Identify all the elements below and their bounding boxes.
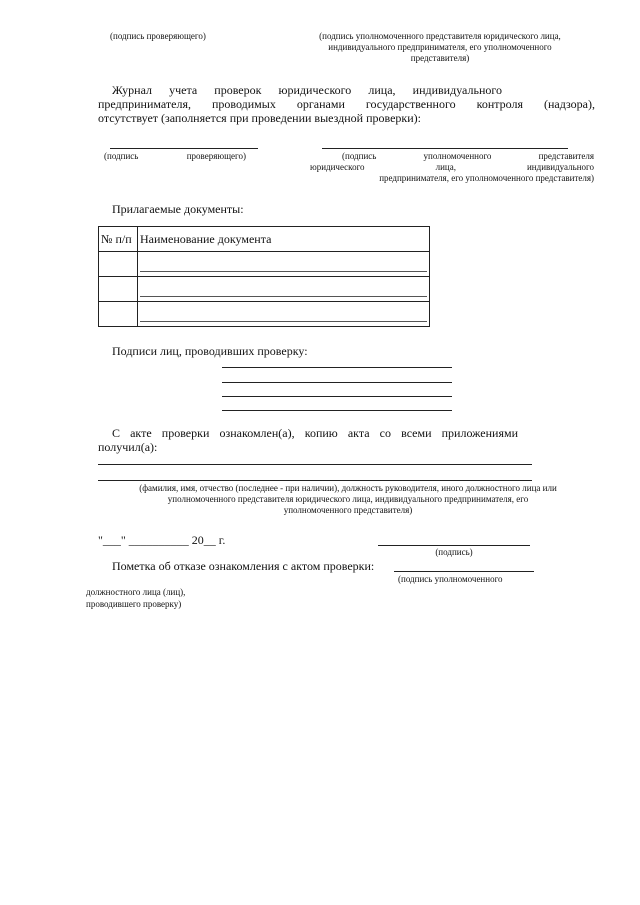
journal-line: Журнал учета проверок юридического лица, индивидуального bbox=[112, 83, 502, 97]
table-row bbox=[99, 302, 430, 327]
date-day: "___" bbox=[98, 533, 126, 547]
date-year: 20__ г. bbox=[191, 533, 226, 547]
refusal-label: Пометка об отказе ознакомления с актом проверки: bbox=[112, 559, 375, 573]
table-cell[interactable] bbox=[99, 252, 138, 277]
representative-signature-caption bbox=[290, 31, 590, 64]
acquainted-caption-line: уполномоченного представителя) bbox=[283, 505, 413, 515]
attached-documents-title: Прилагаемые документы: bbox=[112, 202, 244, 216]
table-cell[interactable] bbox=[138, 252, 430, 277]
inspector-signature-caption: (подпись проверяющего) bbox=[110, 31, 206, 41]
inspector-signatures-title: Подписи лиц, проводивших проверку: bbox=[112, 344, 308, 358]
inspector-signature-line[interactable] bbox=[222, 396, 452, 397]
refusal-caption-line: должностного лица (лиц), bbox=[86, 587, 186, 597]
table-cell[interactable] bbox=[138, 277, 430, 302]
inspector-signature-line[interactable] bbox=[222, 367, 452, 368]
inspector-signature-line[interactable] bbox=[222, 382, 452, 383]
refusal-signature-line[interactable] bbox=[394, 571, 534, 572]
journal-line: отсутствует (заполняется при проведении выездной проверки): bbox=[98, 111, 422, 125]
date-signature-caption: (подпись) bbox=[435, 547, 473, 557]
refusal-caption-line: (подпись уполномоченного bbox=[398, 574, 503, 584]
inspector-signature-caption-2: (подпись проверяющего) bbox=[104, 151, 246, 161]
date-month: __________ bbox=[128, 533, 189, 547]
rep-caption-line: представителя) bbox=[410, 53, 470, 63]
acquainted-line: получил(а): bbox=[98, 440, 158, 454]
inspector-signature-line[interactable] bbox=[222, 410, 452, 411]
representative-signature-caption-2 bbox=[310, 151, 594, 184]
representative-signature-line bbox=[322, 148, 568, 149]
table-cell[interactable] bbox=[99, 277, 138, 302]
attached-documents-table bbox=[98, 226, 430, 327]
column-header-number: № п/п bbox=[99, 227, 138, 252]
rep-caption-line: (подпись уполномоченного представителя юридического лица, bbox=[319, 31, 561, 41]
date-signature-line[interactable] bbox=[378, 545, 530, 546]
rep-caption-line: (подпись уполномоченного представителя bbox=[342, 151, 594, 161]
acquainted-caption bbox=[98, 483, 598, 516]
acquainted-line: С акте проверки ознакомлен(а), копию акта со всеми приложениями bbox=[112, 426, 518, 440]
table-cell[interactable] bbox=[99, 302, 138, 327]
table-cell[interactable] bbox=[138, 302, 430, 327]
acquainted-caption-line: (фамилия, имя, отчество (последнее - при наличии), должность руководителя, иного должностного лица или bbox=[139, 483, 557, 493]
table-header-row bbox=[99, 227, 430, 252]
acquainted-paragraph bbox=[98, 426, 518, 454]
acquainted-name-line[interactable] bbox=[98, 464, 532, 465]
rep-caption-line: индивидуального предпринимателя, его уполномоченного bbox=[328, 42, 552, 52]
table-row bbox=[99, 277, 430, 302]
acquainted-caption-line: уполномоченного представителя юридического лица, индивидуального предпринимателя, его bbox=[167, 494, 529, 504]
rep-caption-line: предпринимателя, его уполномоченного представителя) bbox=[379, 173, 594, 183]
inspector-signature-line bbox=[110, 148, 258, 149]
acquainted-name-line[interactable] bbox=[98, 480, 532, 481]
column-header-document-name: Наименование документа bbox=[138, 227, 430, 252]
table-row bbox=[99, 252, 430, 277]
date-field[interactable] bbox=[98, 533, 225, 547]
refusal-caption-line: проводившего проверку) bbox=[86, 599, 182, 609]
journal-line: предпринимателя, проводимых органами государственного контроля (надзора), bbox=[98, 97, 595, 111]
rep-caption-line: юридического лица, индивидуального bbox=[310, 162, 594, 172]
journal-paragraph bbox=[98, 83, 595, 125]
